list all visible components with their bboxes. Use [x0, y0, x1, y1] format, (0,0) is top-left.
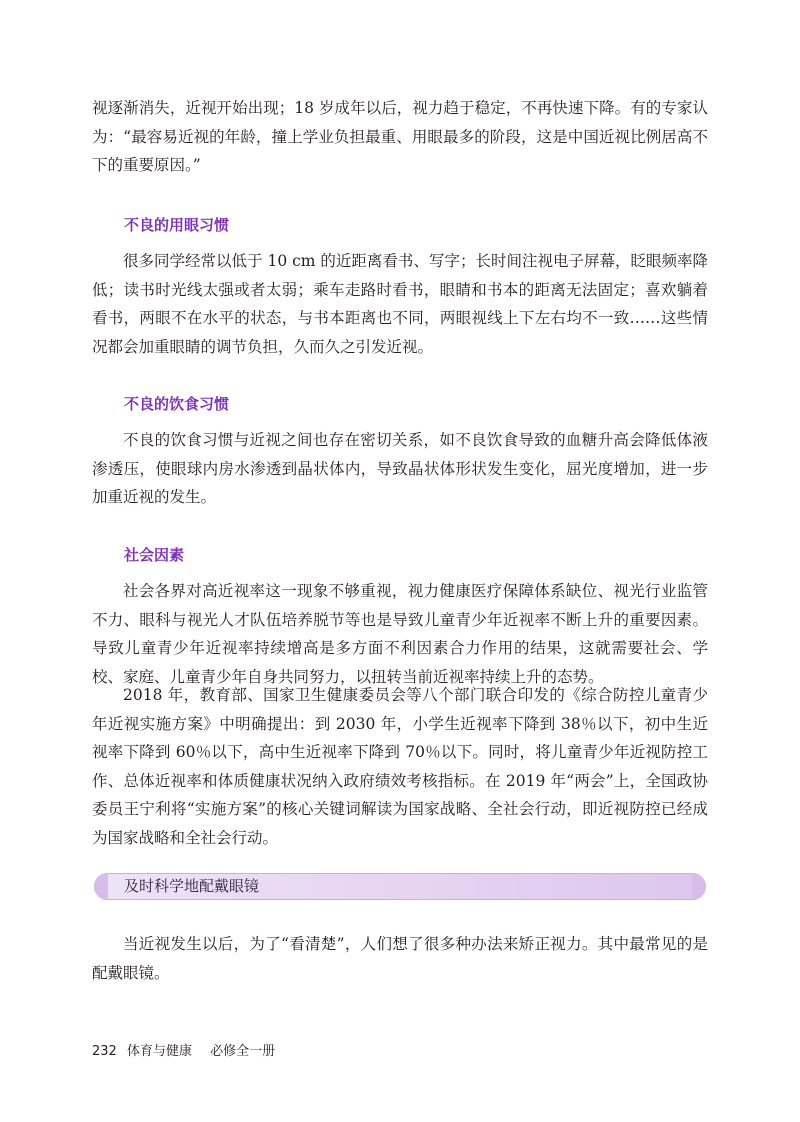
book-volume: 必修全一册 [210, 1044, 276, 1059]
banner-right-cap [692, 873, 706, 900]
section-heading-social-factors: 社会因素 [124, 546, 185, 564]
section-heading-eye-habits: 不良的用眼习惯 [124, 216, 230, 234]
paragraph-social-factors-2: 2018 年，教育部、国家卫生健康委员会等八个部门联合印发的《综合防控儿童青少年近视实施方案》中明确提出：到 2030 年，小学生近视率下降到 38％以下，初中生近视率下降到 60％以下，高中生近视率下降到 70％以下。同时，将儿童青少年近视防控工作、总体近视率和体质健康状况纳入政府绩效考核指标。在 2019 年“两会”上，全国政协委员王宁利将“实施方案”的核心关键词解读为国家战略、全社会行动，即近视防控已经成为国家战略和全社会行动。 [92, 686, 708, 847]
paragraph-social-factors-1: 社会各界对高近视率这一现象不够重视，视力健康医疗保障体系缺位、视光行业监管不力、眼科与视光人才队伍培养脱节等也是导致儿童青少年近视率不断上升的重要因素。导致儿童青少年近视率持续增高是多方面不利因素合力作用的结果，这就需要社会、学校、家庭、儿童青少年自身共同努力，以扭转当前近视率持续上升的态势。 [92, 582, 708, 686]
intro-paragraph: 视逐渐消失，近视开始出现；18 岁成年以后，视力趋于稳定，不再快速下降。有的专家认为：“最容易近视的年龄，撞上学业负担最重、用眼最多的阶段，这是中国近视比例居高不下的重要原因。” [92, 99, 708, 175]
paragraph-eye-habits: 很多同学经常以低于 10 cm 的近距离看书、写字；长时间注视电子屏幕，眨眼频率降低；读书时光线太强或者太弱；乘车走路时看书，眼睛和书本的距离无法固定；喜欢躺着看书，两眼不在水平的状态，与书本距离也不同，两眼视线上下左右均不一致……这些情况都会加重眼睛的调节负担，久而久之引发近视。 [92, 252, 708, 356]
book-title: 体育与健康 [126, 1044, 192, 1059]
page-footer [92, 1043, 275, 1061]
section-banner [94, 873, 706, 900]
paragraph-diet-habits: 不良的饮食习惯与近视之间也存在密切关系，如不良饮食导致的血糖升高会降低体液渗透压，使眼球内房水渗透到晶状体内，导致晶状体形状发生变化，屈光度增加，进一步加重近视的发生。 [92, 431, 708, 507]
banner-title: 及时科学地配戴眼镜 [124, 877, 260, 895]
banner-left-cap [94, 873, 108, 900]
section-heading-diet-habits: 不良的饮食习惯 [124, 395, 230, 413]
page-number: 232 [92, 1044, 117, 1059]
closing-paragraph: 当近视发生以后，为了“看清楚”，人们想了很多种办法来矫正视力。其中最常见的是配戴眼镜。 [92, 935, 708, 982]
